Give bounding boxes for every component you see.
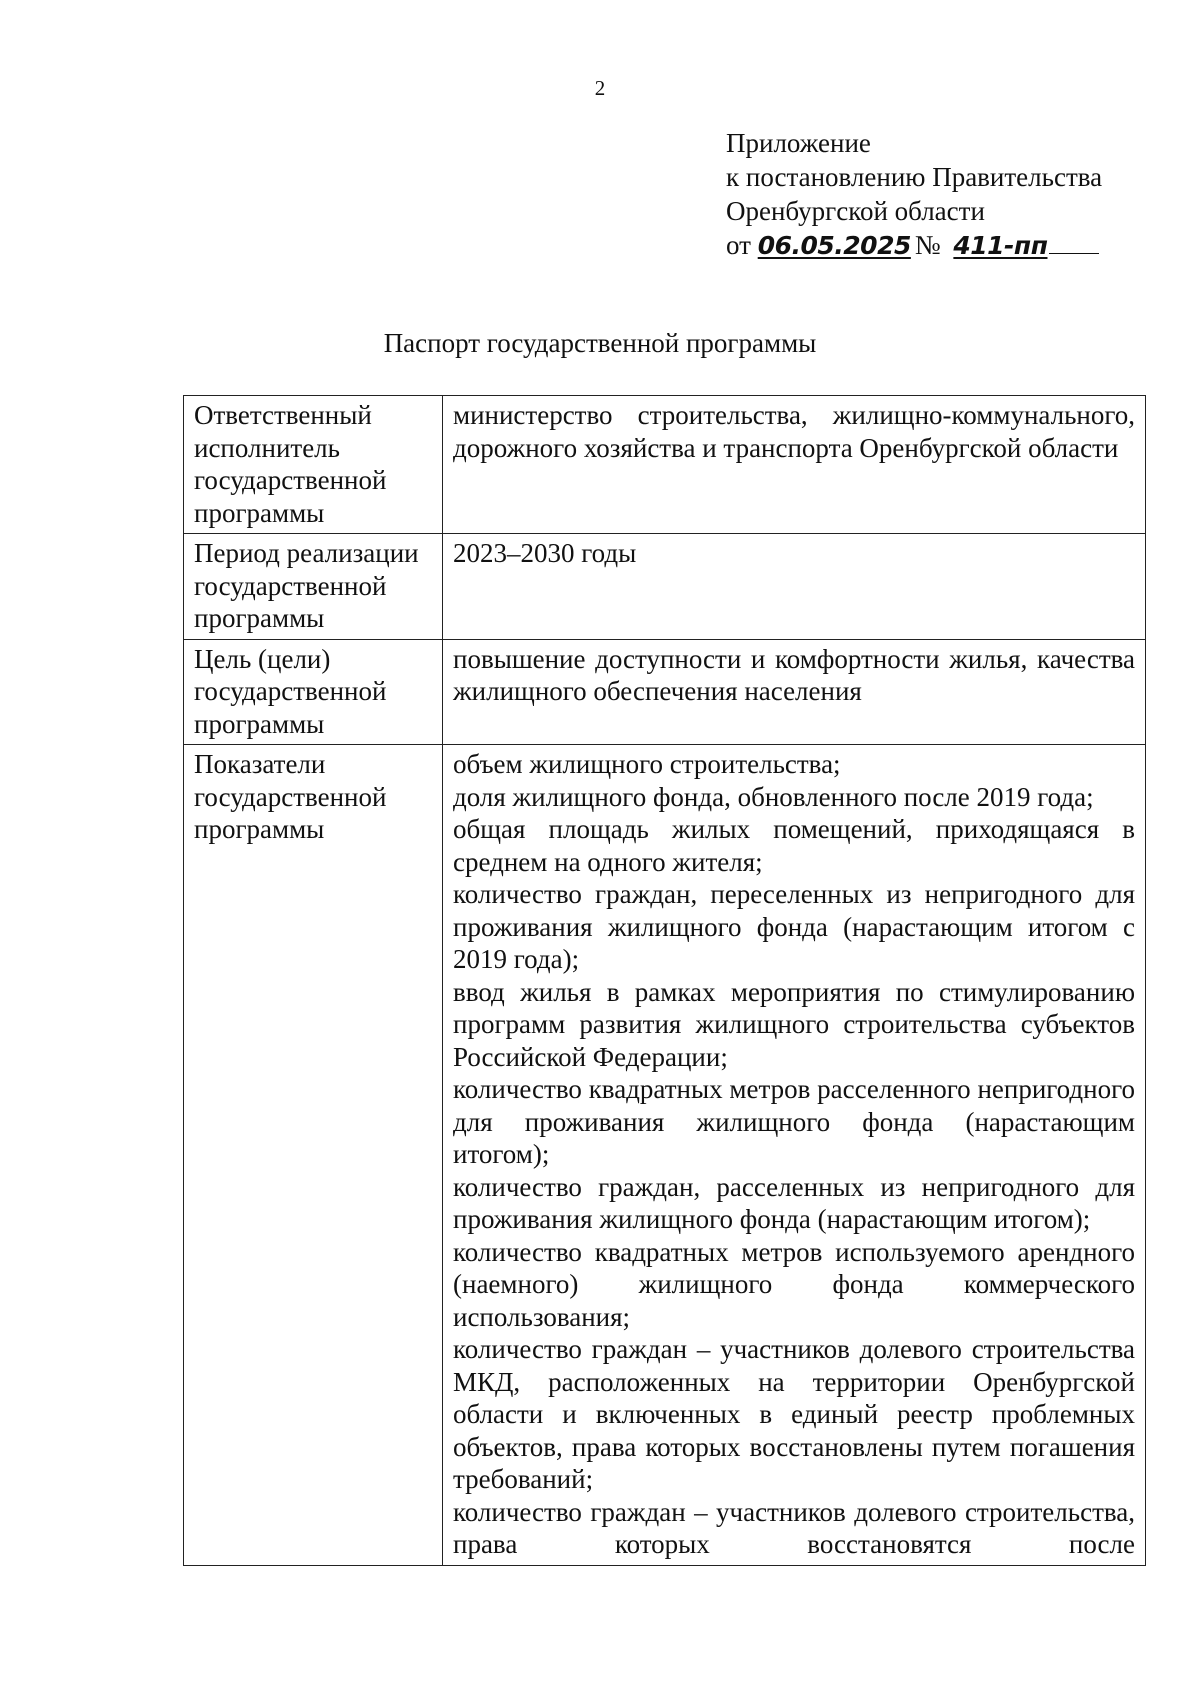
appendix-line-1: Приложение — [726, 128, 871, 158]
table-row — [184, 534, 1146, 640]
appendix-block — [726, 126, 1102, 263]
indicators-list — [443, 745, 1146, 1566]
row-label: Ответственный исполнитель государственной программы — [184, 396, 443, 534]
indicator-item: ввод жилья в рамках мероприятия по стимулированию программ развития жилищного строительства субъектов Российской Федерации; — [453, 976, 1135, 1072]
number-underline — [1049, 253, 1099, 254]
resolution-date-number — [726, 228, 1102, 263]
table-row — [184, 396, 1146, 534]
indicator-item: количество квадратных метров используемого арендного (наемного) жилищного фонда коммерческого использования; — [453, 1236, 1135, 1332]
indicator-item: количество граждан, расселенных из непригодного для проживания жилищного фонда (нарастающим итогом); — [453, 1171, 1135, 1234]
row-label: Цель (цели) государственной программы — [184, 639, 443, 745]
indicator-item: объем жилищного строительства; — [453, 749, 841, 779]
row-label: Период реализации государственной программы — [184, 534, 443, 640]
indicator-item: общая площадь жилых помещений, приходящаяся в среднем на одного жителя; — [453, 814, 1135, 877]
indicator-item: количество квадратных метров расселенного непригодного для проживания жилищного фонда (нарастающим итогом); — [453, 1074, 1135, 1169]
table-row — [184, 745, 1146, 1566]
table-row — [184, 639, 1146, 745]
appendix-line-2: к постановлению Правительства — [726, 162, 1103, 192]
number-prefix: № — [914, 230, 941, 260]
date-prefix: от — [726, 230, 751, 260]
row-value: министерство строительства, жилищно-коммунального, дорожного хозяйства и транспорта Оренбургской области — [443, 396, 1146, 534]
row-value: повышение доступности и комфортности жилья, качества жилищного обеспечения населения — [443, 639, 1146, 745]
handwritten-number: 411-пп — [953, 231, 1048, 260]
handwritten-date: 06.05.2025 — [757, 231, 911, 260]
indicator-item: количество граждан – участников долевого строительства, права которых восстановятся после — [453, 1496, 1135, 1559]
row-label: Показатели государственной программы — [184, 745, 443, 1566]
appendix-line-3: Оренбургской области — [726, 196, 985, 226]
indicator-item: доля жилищного фонда, обновленного после 2019 года; — [453, 781, 1094, 812]
row-value: 2023–2030 годы — [443, 534, 1146, 640]
document-title: Паспорт государственной программы — [383, 328, 817, 358]
passport-table — [183, 395, 1146, 1566]
indicator-item: количество граждан, переселенных из непригодного для проживания жилищного фонда (нарастающим итогом с 2019 года); — [453, 879, 1135, 974]
indicator-item: количество граждан – участников долевого строительства МКД, расположенных на территории Оренбургской области и включенных в единый реестр проблемных объектов, права которых восстановлены путем погашения требований; — [453, 1334, 1135, 1494]
page-number: 2 — [594, 76, 606, 100]
